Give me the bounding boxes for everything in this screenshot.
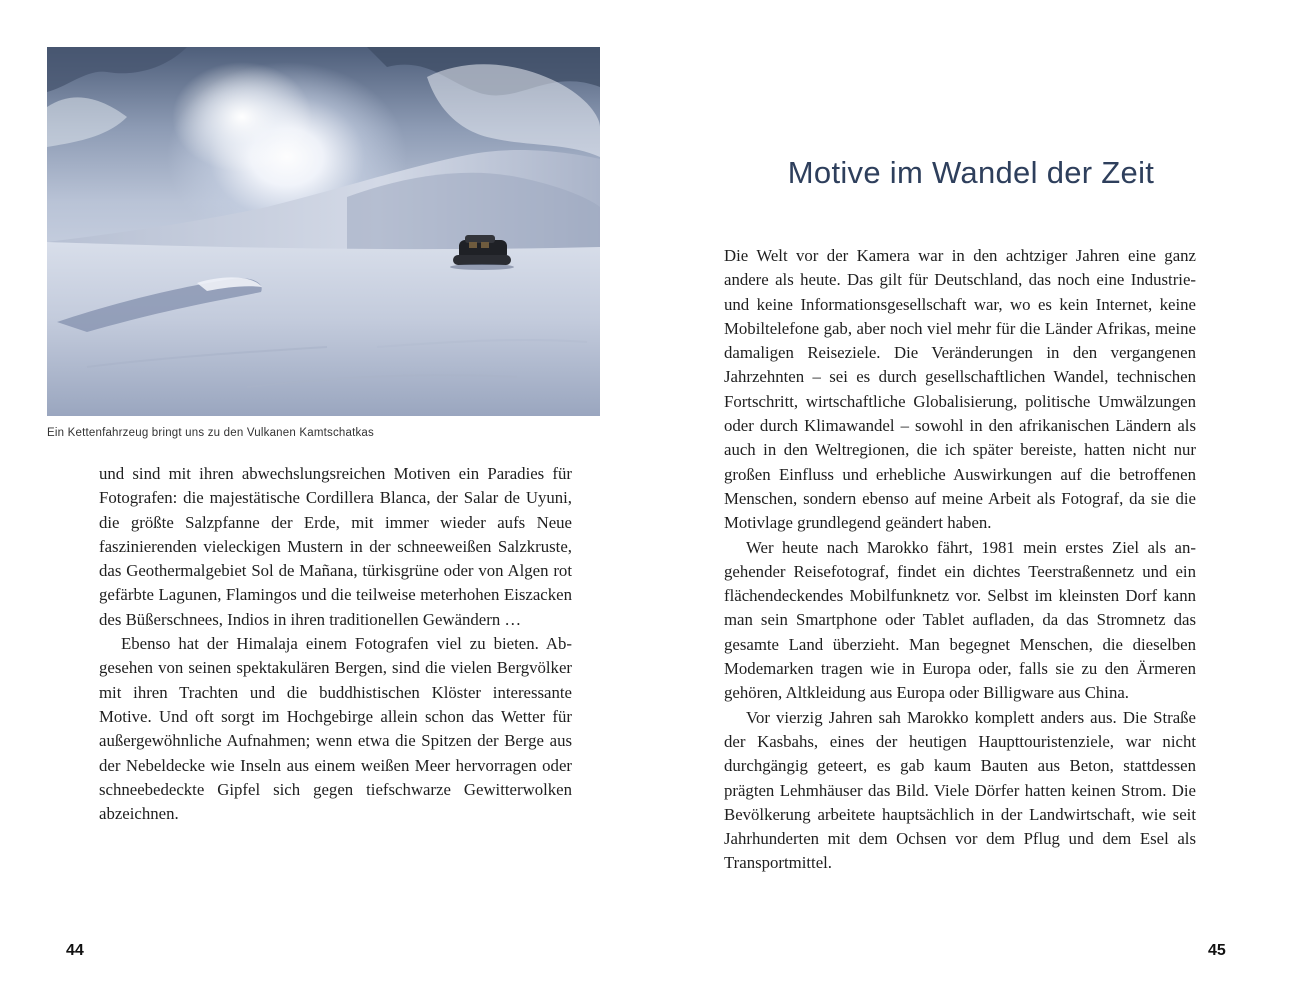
snow-landscape-photo	[47, 47, 600, 416]
photo-scene	[47, 47, 600, 416]
paragraph: Ebenso hat der Himalaja einem Fotografen viel zu bieten. Abgesehen von seinen spektakulären Bergen, sind die vielen Bergvölker mit ihren Trachten und die buddhistischen Klöster interessante Motive. Und oft sorgt im Hochgebirge allein schon das Wetter für außergewöhnliche Aufnahmen; wenn etwa die Spitzen der Berge aus der Nebeldecke wie Inseln aus einem weißen Meer hervorragen oder schneebedeckte Gipfel sich gegen tiefschwarze Gewitterwolken abzeichnen.	[99, 634, 572, 824]
paragraph: Wer heute nach Marokko fährt, 1981 mein erstes Ziel als angehender Reisefotograf, findet ein dichtes Teerstraßennetz und ein flächendeckendes Mobilfunknetz vor. Selbst im kleinsten Dorf kann man sein Smartphone oder Tablet aufladen, da das Stromnetz das gesamte Land überzieht. Man begegnet Menschen, die dieselben Modemarken tragen wie in Europa oder, falls sie zu den Ärmeren gehören, Altkleidung aus Europa oder Billigware aus China.	[724, 537, 1196, 703]
right-page	[647, 0, 1295, 1000]
paragraph: und sind mit ihren abwechslungsreichen Motiven ein Paradies für Fotografen: die majestätische Cordillera Blanca, der Salar de Uyuni, die größte Salzpfanne der Erde, mit immer wieder aufs Neue faszinierenden vieleckigen Mustern in der schneeweißen Salzkruste, das Geothermalgebiet Sol de Mañana, türkisgrüne oder von Algen rot gefärbte Lagunen, Flamingos und die teilweise meterhohen Eiszacken des Büßerschnees, Indios in ihren traditionellen Gewändern …	[99, 464, 572, 629]
paragraph: Vor vierzig Jahren sah Marokko komplett anders aus. Die Straße der Kasbahs, eines der heutigen Haupttouristenziele, war nicht durchgängig geteert, es gab kaum Bauten aus Beton, stattdessen prägten Lehmhäuser das Bild. Viele Dörfer hatten keinen Strom. Die Bevölkerung arbeitete hauptsächlich in der Landwirtschaft, wie seit Jahrhunderten mit dem Ochsen vor dem Pflug und dem Esel als Transportmittel.	[724, 707, 1196, 873]
page-number: 45	[1208, 942, 1226, 959]
photo-caption: Ein Kettenfahrzeug bringt uns zu den Vulkanen Kamtschatkas	[47, 427, 374, 439]
left-body-text	[99, 462, 572, 826]
paragraph: Die Welt vor der Kamera war in den achtziger Jahren eine ganz andere als heute. Das gilt für Deutschland, das noch eine Industrie- und keine Informationsgesellschaft war, wo es kein Internet, keine Mobiltelefone gab, aber noch viel mehr für die Länder Afrikas, meine damaligen Reiseziele. Die Veränderungen in den vergangenen Jahrzehnten – sei es durch gesellschaftlichen Wandel, technischen Fortschritt, wirtschaftliche Globalisierung, politische Umwälzungen oder durch Klimawandel – sowohl in den afrikanischen Ländern als auch in den Weltregionen, die ich später bereiste, hatten nicht nur großen Einfluss und erhebliche Auswirkungen auf die betroffenen Menschen, sondern ebenso auf meine Arbeit als Fotograf, da sie die Motivlage grundlegend geändert haben.	[724, 246, 1196, 533]
page-number: 44	[66, 942, 84, 959]
chapter-title: Motive im Wandel der Zeit	[787, 155, 1155, 190]
right-body-text	[724, 244, 1196, 876]
left-page	[0, 0, 647, 1000]
